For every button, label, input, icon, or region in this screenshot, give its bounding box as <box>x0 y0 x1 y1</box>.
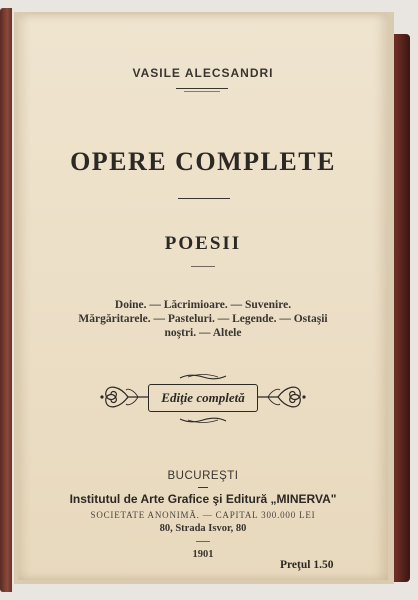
bottom-swash-ornament <box>178 415 228 425</box>
author-name: VASILE ALECSANDRI <box>132 66 274 80</box>
imprint-company: SOCIETATE ANONIMĂ. — CAPITAL 300.000 LEI <box>90 510 316 520</box>
city-divider <box>198 487 208 488</box>
imprint-address: 80, Strada Isvor, 80 <box>159 523 247 534</box>
contents-line: Mărgăritarele. — Pasteluri. — Legende. — Ostaşii <box>78 313 328 325</box>
contents-line: Doine. — Lăcrimioare. — Suvenire. <box>114 299 292 311</box>
address-divider <box>196 541 210 542</box>
author-underline-2 <box>184 91 220 92</box>
top-swash-ornament <box>178 372 228 382</box>
book-price: Preţul 1.50 <box>280 559 334 571</box>
contents-list <box>18 298 388 340</box>
subtitle-divider <box>191 266 215 267</box>
contents-line: noştri. — Altele <box>164 327 242 339</box>
left-scroll-ornament <box>98 376 150 418</box>
title-divider <box>178 198 230 199</box>
right-scroll-ornament <box>256 376 308 418</box>
title-page <box>18 14 388 580</box>
author-underline <box>176 88 228 89</box>
edition-label-box <box>148 384 258 412</box>
book-subtitle: POESII <box>164 233 242 254</box>
publication-year: 1901 <box>192 549 214 560</box>
imprint-city: BUCUREŞTI <box>167 470 239 482</box>
edition-label: Ediţie completă <box>161 390 245 405</box>
book-spine-left <box>0 8 12 592</box>
imprint-publisher: Institutul de Arte Grafice şi Editură „MINERVA" <box>69 492 337 506</box>
book-title: OPERE COMPLETE <box>70 147 336 176</box>
